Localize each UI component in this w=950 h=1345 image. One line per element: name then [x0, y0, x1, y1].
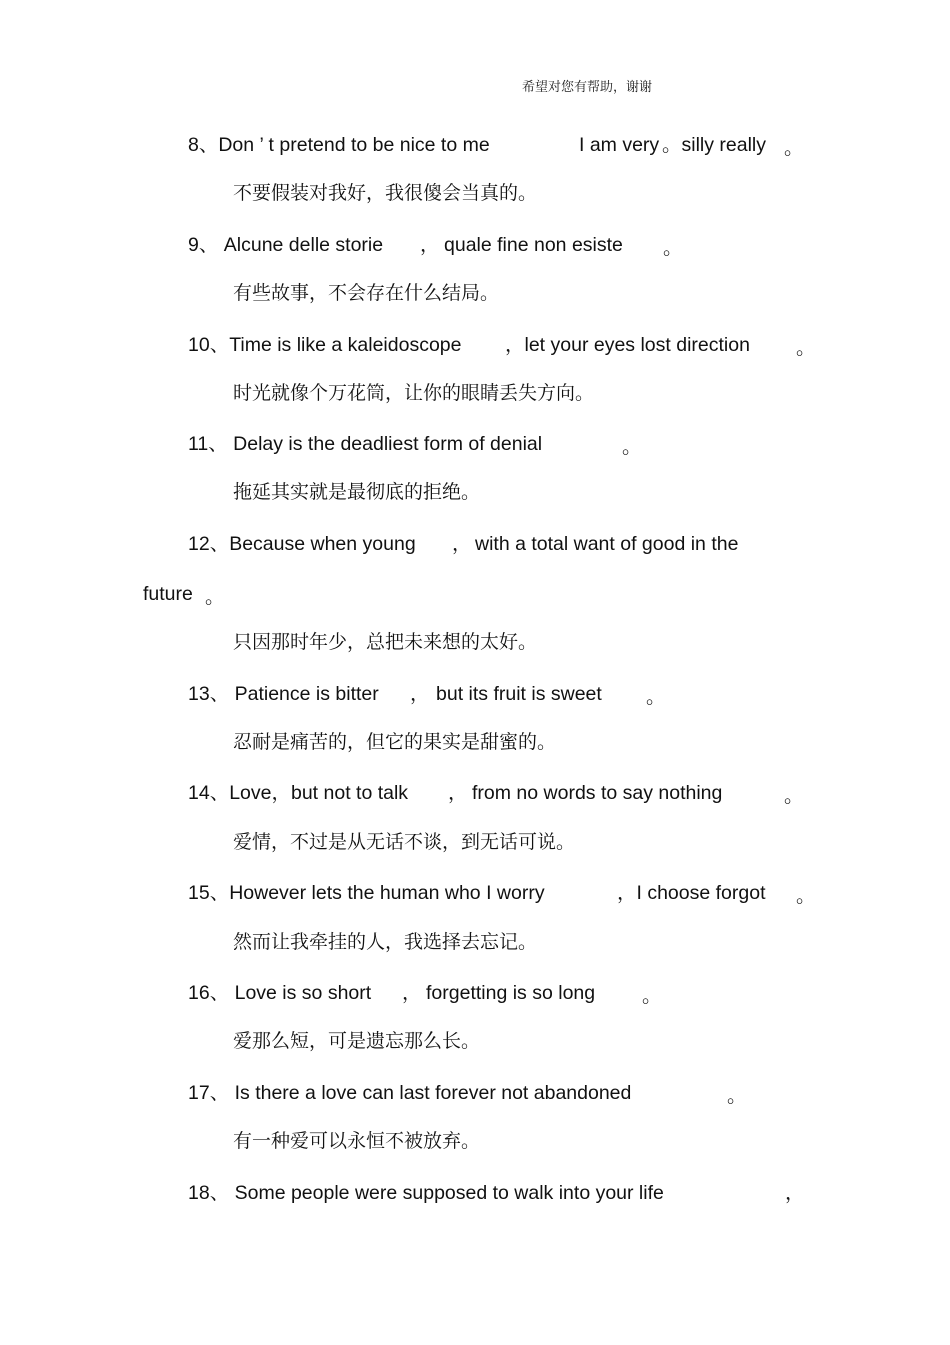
entry-17-english-end: 。 [727, 1085, 747, 1107]
entry-17-chinese: 有一种爱可以永恒不被放弃。 [233, 1130, 481, 1152]
entry-11-english-part1: 11、 Delay is the deadliest form of denial [188, 433, 543, 455]
entry-12-english-part1: 12、Because when young [188, 533, 416, 555]
entry-14-english-part1: 14、Love，but not to talk [188, 782, 409, 804]
entry-17-english-part1: 17、 Is there a love can last forever not abandoned [188, 1082, 632, 1104]
entry-12-english-line2: future [143, 583, 193, 605]
entry-8-english-part3: 。silly really [662, 134, 767, 156]
entry-15-english-end: 。 [796, 885, 816, 907]
entry-9-english-part2: ， [420, 234, 440, 256]
entry-12-english-end: 。 [205, 586, 225, 608]
entry-16-english-part3: forgetting is so long [426, 982, 596, 1004]
entry-16-chinese: 爱那么短，可是遗忘那么长。 [233, 1030, 481, 1052]
entry-16-english-end: 。 [642, 985, 662, 1007]
entry-10-english-part1: 10、Time is like a kaleidoscope [188, 334, 462, 356]
entry-12-english-part2: ， [452, 533, 472, 555]
entry-14-english-part2: ， [448, 782, 468, 804]
entry-8-english-part1: 8、Don ’ t pretend to be nice to me [188, 134, 490, 156]
entry-11-english-end: 。 [622, 436, 642, 458]
entry-14-chinese: 爱情，不过是从无话不谈，到无话可说。 [233, 831, 576, 853]
entry-8-english-part2: I am very [579, 134, 660, 156]
entry-13-english-part3: but its fruit is sweet [436, 683, 602, 705]
entry-13-chinese: 忍耐是痛苦的，但它的果实是甜蜜的。 [233, 731, 557, 753]
entry-9-chinese: 有些故事，不会存在什么结局。 [233, 282, 500, 304]
entry-12-english-part3: with a total want of good in the [475, 533, 739, 555]
entry-10-english-part2: ，let your eyes lost direction [505, 334, 750, 356]
entry-9-english-end: 。 [663, 237, 683, 259]
entry-12-chinese: 只因那时年少，总把未来想的太好。 [233, 631, 538, 653]
entry-9-english-part3: quale fine non esiste [444, 234, 623, 256]
page-header: 希望对您有帮助，谢谢 [522, 80, 653, 95]
entry-16-english-part2: ， [402, 982, 422, 1004]
entry-16-english-part1: 16、 Love is so short [188, 982, 372, 1004]
entry-15-english-part1: 15、However lets the human who I worry [188, 882, 545, 904]
entry-10-chinese: 时光就像个万花筒，让你的眼睛丢失方向。 [233, 382, 595, 404]
entry-13-english-part2: ， [410, 683, 430, 705]
entry-8-english-end: 。 [784, 137, 804, 159]
entry-14-english-end: 。 [784, 785, 804, 807]
entry-18-english-end: ， [785, 1182, 805, 1204]
entry-11-chinese: 拖延其实就是最彻底的拒绝。 [233, 481, 481, 503]
entry-10-english-end: 。 [796, 337, 816, 359]
entry-15-english-part2: ，I choose forgot [617, 882, 766, 904]
entry-8-chinese: 不要假装对我好，我很傻会当真的。 [233, 182, 538, 204]
entry-9-english-part1: 9、 Alcune delle storie [188, 234, 384, 256]
entry-15-chinese: 然而让我牵挂的人，我选择去忘记。 [233, 931, 538, 953]
entry-14-english-part3: from no words to say nothing [472, 782, 723, 804]
entry-18-english-part1: 18、 Some people were supposed to walk into your life [188, 1182, 664, 1204]
entry-13-english-part1: 13、 Patience is bitter [188, 683, 379, 705]
entry-13-english-end: 。 [646, 686, 666, 708]
